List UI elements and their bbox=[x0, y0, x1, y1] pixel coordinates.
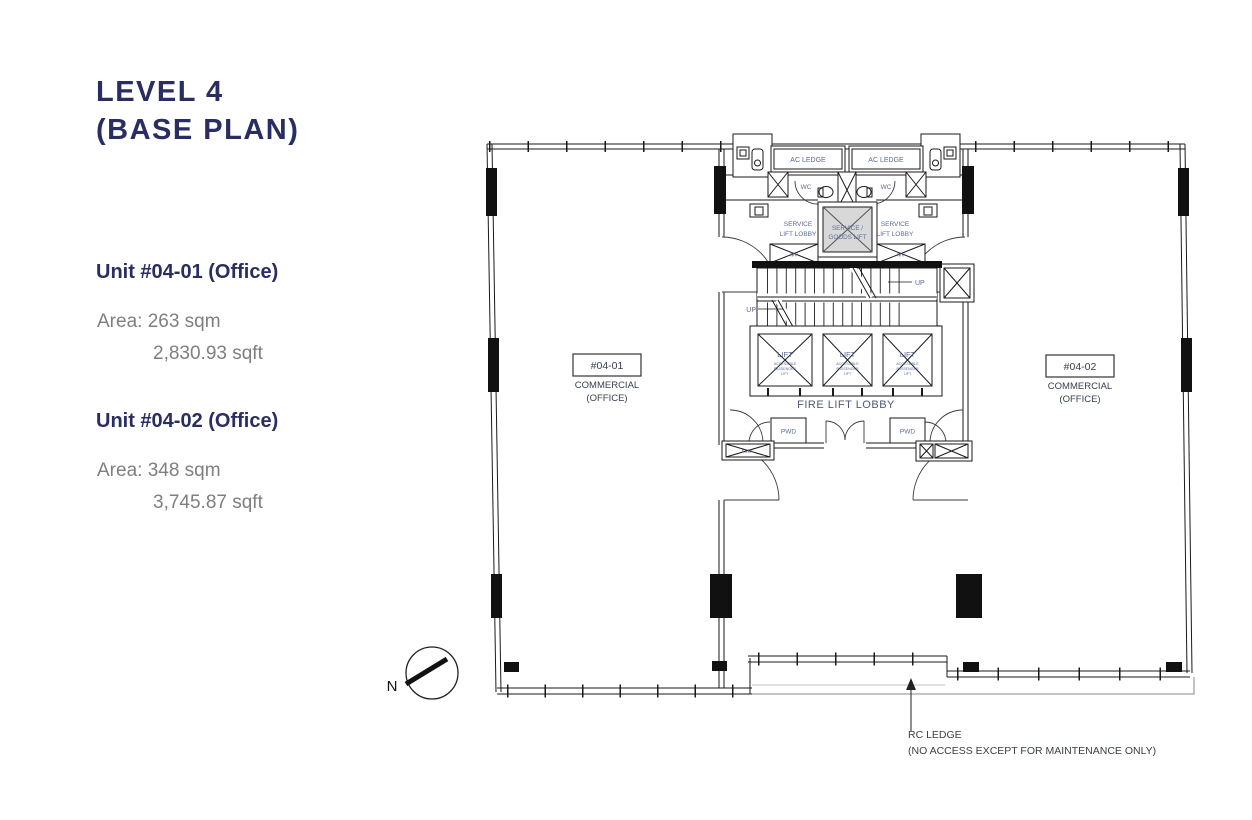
label-lift-3-sub2: PASSENGER bbox=[896, 367, 919, 371]
label-north: N bbox=[386, 678, 398, 695]
label-lift-2-sub1: ACCESSIBLE bbox=[836, 362, 859, 366]
label-rc-ledge-1: RC LEDGE bbox=[908, 729, 962, 741]
unit-04-02-area-sqft: 3,745.87 sqft bbox=[153, 492, 263, 513]
label-unit1-commercial: COMMERCIAL bbox=[574, 380, 640, 391]
label-service-lift-lobby-left-2: LIFT LOBBY bbox=[779, 231, 817, 238]
unit-04-02-area-sqm: Area: 348 sqm bbox=[97, 460, 221, 481]
unit-04-01-area-sqm: Area: 263 sqm bbox=[97, 311, 221, 332]
label-lift-2-sub3: LIFT bbox=[843, 372, 852, 376]
stair-shear-wall bbox=[752, 261, 942, 268]
label-ac-ledge-right: AC LEDGE bbox=[868, 157, 904, 164]
label-service-lift-lobby-right-1: SERVICE bbox=[880, 221, 910, 228]
stairs bbox=[757, 264, 974, 332]
label-service-goods-lift-1: SERVICE / bbox=[831, 225, 864, 232]
roof-service-bays bbox=[733, 134, 960, 177]
label-wc-right: WC bbox=[880, 184, 892, 191]
label-service-lift-lobby-right-2: LIFT LOBBY bbox=[876, 231, 914, 238]
label-unit2-office: (OFFICE) bbox=[1059, 394, 1101, 405]
label-service-goods-lift-2: GOODS LIFT bbox=[828, 234, 867, 241]
label-elec: ELEC bbox=[741, 449, 755, 455]
north-arrow-icon bbox=[406, 647, 458, 699]
label-wc-left: WC bbox=[800, 184, 812, 191]
label-lift-3-sub3: LIFT bbox=[903, 372, 912, 376]
label-lift-1: LIFT bbox=[777, 350, 793, 359]
unit-04-01-area-sqft: 2,830.93 sqft bbox=[153, 343, 263, 364]
label-mv-right: MV bbox=[897, 252, 905, 259]
label-up-left: UP bbox=[746, 307, 756, 314]
label-lift-3: LIFT bbox=[899, 350, 916, 359]
rc-ledge-leader-arrow bbox=[906, 678, 916, 731]
unit-04-01-heading: Unit #04-01 (Office) bbox=[96, 261, 279, 283]
label-unit1-office: (OFFICE) bbox=[586, 393, 628, 404]
label-lift-3-sub1: ACCESSIBLE bbox=[896, 362, 919, 366]
page-title-line2: (BASE PLAN) bbox=[96, 114, 300, 146]
label-up-right: UP bbox=[915, 280, 925, 287]
page-title-line1: LEVEL 4 bbox=[96, 76, 224, 108]
label-rc-ledge-2: (NO ACCESS EXCEPT FOR MAINTENANCE ONLY) bbox=[908, 745, 1157, 757]
label-unit2-commercial: COMMERCIAL bbox=[1047, 381, 1113, 392]
label-lift-2-sub2: PASSENGER bbox=[836, 367, 859, 371]
lift-bank bbox=[750, 326, 942, 396]
label-unit2-tag: #04-02 bbox=[1063, 361, 1097, 373]
label-lift-1-sub3: LIFT bbox=[781, 372, 789, 376]
label-ac-ledge-left: AC LEDGE bbox=[790, 157, 826, 164]
label-pwd-left: PWD bbox=[780, 428, 797, 436]
label-lift-2: LIFT bbox=[839, 350, 856, 359]
label-unit1-tag: #04-01 bbox=[590, 360, 624, 372]
unit-04-02-heading: Unit #04-02 (Office) bbox=[96, 410, 279, 432]
label-mv-left: MV bbox=[790, 252, 798, 259]
label-fire-lift-lobby: FIRE LIFT LOBBY bbox=[797, 399, 895, 411]
label-pwd-right: PWD bbox=[899, 428, 916, 436]
label-lift-1-sub1: ACCESSIBLE bbox=[773, 362, 797, 366]
label-service-lift-lobby-left-1: SERVICE bbox=[783, 221, 813, 228]
label-lift-1-sub2: PASSENGER bbox=[773, 367, 797, 371]
